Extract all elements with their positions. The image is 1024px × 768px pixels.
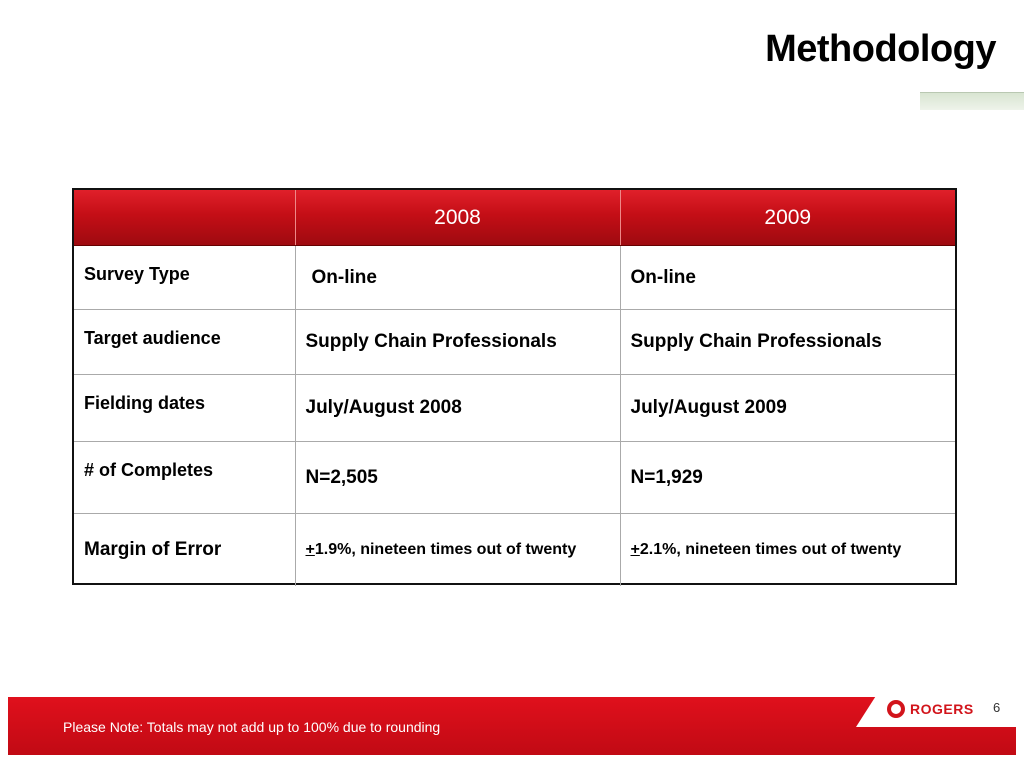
footer-bar [8, 697, 1016, 755]
title-underline-line [920, 92, 1024, 93]
table-row [74, 310, 955, 375]
cell-2009-fielding-dates: July/August 2009 [620, 375, 955, 442]
table-row [74, 246, 955, 310]
cell-2009-margin-of-error [620, 514, 955, 586]
row-label-completes: # of Completes [74, 442, 295, 514]
footer-note: Please Note: Totals may not add up to 100% due to rounding [63, 719, 441, 735]
header-cell-empty [74, 190, 295, 246]
cell-2009-survey-type: On-line [620, 246, 955, 310]
page-title: Methodology [765, 28, 996, 70]
cell-2008-completes: N=2,505 [295, 442, 620, 514]
table-row [74, 514, 955, 586]
margin-text-2008: 1.9%, nineteen times out of twenty [314, 540, 577, 558]
row-label-fielding-dates: Fielding dates [74, 375, 295, 442]
cell-2008-target-audience: Supply Chain Professionals [295, 310, 620, 375]
row-label-target-audience: Target audience [74, 310, 295, 375]
table-row [74, 375, 955, 442]
header-cell-2009: 2009 [620, 190, 955, 246]
title-underline-bar [920, 92, 1024, 110]
row-label-margin-of-error: Margin of Error [74, 514, 295, 586]
cell-2008-fielding-dates: July/August 2008 [295, 375, 620, 442]
rogers-logo-text: ROGERS [910, 701, 974, 717]
cell-2009-target-audience: Supply Chain Professionals [620, 310, 955, 375]
rogers-logo-icon [887, 700, 905, 718]
row-label-survey-type: Survey Type [74, 246, 295, 310]
cell-2008-survey-type: On-line [295, 246, 620, 310]
plus-minus-sign: + [630, 540, 640, 558]
table-row [74, 442, 955, 514]
cell-2008-margin-of-error [295, 514, 620, 586]
header-cell-2008: 2008 [295, 190, 620, 246]
page-number: 6 [993, 700, 1001, 715]
header-row [74, 190, 955, 246]
methodology-table [72, 188, 957, 585]
rogers-logo [887, 698, 974, 720]
margin-text-2009: 2.1%, nineteen times out of twenty [639, 540, 902, 558]
cell-2009-completes: N=1,929 [620, 442, 955, 514]
plus-minus-sign: + [305, 540, 315, 558]
